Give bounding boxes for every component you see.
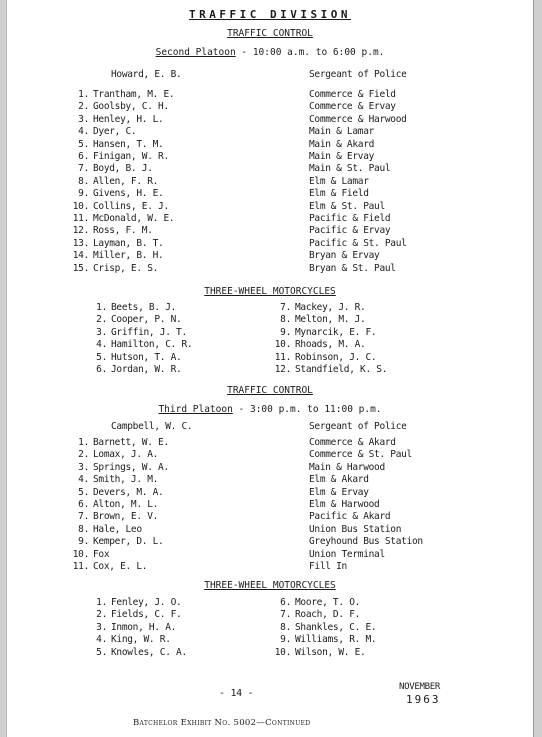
roster-number: 2. [78,101,89,113]
post-assignment [309,487,369,499]
post-location: Greyhound Bus Station [309,536,423,548]
section1-platoon-name: Second Platoon [155,47,236,58]
roster-row [69,101,169,113]
post-assignment [309,449,412,461]
officer-name: Alton, M. L. [93,499,159,510]
post-location: Commerce & Harwood [309,113,407,125]
post-assignment [309,561,347,573]
roster-row [69,524,142,536]
roster-number: 1. [78,437,89,448]
moto-number: 11. [274,351,291,363]
officer-name: Devers, M. A. [93,486,164,498]
motorcycle-officer [269,622,376,634]
moto-number: 12. [274,364,291,375]
officer-name: Henley, H. L. [93,113,164,125]
moto-officer-name: Mynarcik, E. F. [295,326,377,338]
section2-moto-heading: THREE-WHEEL MOTORCYCLES [204,580,336,591]
roster-number: 7. [78,163,89,175]
moto-number: 1. [96,597,107,608]
officer-name: Collins, E. J. [93,200,169,212]
section1-platoon-time: - 10:00 a.m. to 6:00 p.m. [235,47,385,58]
roster-number: 9. [78,188,89,200]
section2-leader-name: Campbell, W. C. [111,421,193,432]
section2-platoon [7,404,533,415]
officer-name: Lomax, J. A. [93,449,159,461]
roster-number: 8. [78,523,89,535]
motorcycle-officer [269,327,376,339]
officer-name: Smith, J. M. [93,474,159,486]
document-title: TRAFFIC DIVISION [189,8,351,21]
roster-number: 11. [72,561,89,572]
officer-name: Layman, B. T. [93,237,164,249]
post-assignment [309,250,379,262]
post-assignment [309,188,369,200]
moto-officer-name: Jordan, W. R. [111,364,182,375]
moto-number: 10. [274,339,291,351]
motorcycle-officer [269,609,360,621]
roster-number: 15. [72,262,89,274]
post-assignment [309,201,385,213]
roster-row [69,536,163,548]
roster-number: 4. [78,126,89,138]
roster-row [69,225,153,237]
officer-name: Cox, E. L. [93,561,148,572]
moto-number: 5. [96,351,107,363]
motorcycle-officer [85,352,181,364]
motorcycle-officer [85,609,181,621]
post-assignment [309,263,396,275]
officer-name: Trantham, M. E. [93,89,175,100]
roster-number: 11. [72,213,89,224]
motorcycle-officer [269,302,365,314]
moto-number: 5. [96,646,107,658]
post-assignment [309,549,385,561]
post-assignment [309,114,407,126]
moto-officer-name: Rhoads, M. A. [295,339,366,351]
roster-number: 14. [72,250,89,262]
post-location: Union Terminal [309,548,385,560]
roster-row [69,126,136,138]
moto-officer-name: Robinson, J. C. [295,351,377,363]
officer-name: Boyd, B. J. [93,163,153,175]
roster-number: 8. [78,175,89,187]
section2-heading: TRAFFIC CONTROL [227,385,313,396]
moto-number: 10. [274,646,291,658]
post-assignment [309,511,390,523]
roster-row [69,151,169,163]
post-assignment [309,139,374,151]
post-location: Main & Lamar [309,126,375,138]
motorcycle-officer [85,647,187,659]
post-location: Main & Ervay [309,151,375,162]
moto-number: 4. [96,339,107,351]
post-assignment [309,437,396,449]
post-assignment [309,126,374,138]
moto-officer-name: Standfield, K. S. [295,364,388,375]
post-assignment [309,225,390,237]
section2-platoon-name: Third Platoon [158,404,233,415]
roster-number: 12. [72,225,89,237]
post-location: Main & St. Paul [309,163,391,175]
officer-name: Finigan, W. R. [93,151,169,162]
post-assignment [309,536,423,548]
post-location: Main & Harwood [309,461,385,473]
post-assignment [309,213,390,225]
roster-number: 5. [78,486,89,498]
moto-officer-name: Shankles, C. E. [295,621,377,633]
roster-number: 13. [72,237,89,249]
moto-officer-name: Fields, C. F. [111,609,182,621]
roster-row [69,263,158,275]
section1-heading: TRAFFIC CONTROL [227,28,313,39]
roster-row [69,499,158,511]
post-location: Elm & St. Paul [309,200,385,212]
officer-name: Allen, F. R. [93,175,159,187]
roster-number: 6. [78,151,89,162]
moto-officer-name: Melton, M. J. [295,314,366,326]
post-location: Main & Akard [309,138,375,150]
roster-number: 2. [78,449,89,461]
roster-row [69,213,174,225]
officer-name: Dyer, C. [93,126,137,138]
roster-number: 9. [78,536,89,548]
exhibit-caption: Batchelor Exhibit No. 5002—Continued [133,718,311,728]
moto-number: 8. [280,314,291,326]
moto-officer-name: Fenley, J. O. [111,597,182,608]
post-location: Commerce & Akard [309,437,396,448]
roster-number: 10. [72,200,89,212]
roster-row [69,201,169,213]
section1-moto-heading: THREE-WHEEL MOTORCYCLES [204,286,336,297]
moto-officer-name: Mackey, J. R. [295,302,366,313]
officer-name: Miller, B. H. [93,250,164,262]
roster-number: 4. [78,474,89,486]
footer-month: NOVEMBER [399,682,440,692]
motorcycle-officer [85,597,181,609]
section2-leader-rank: Sergeant of Police [309,421,407,432]
roster-row [69,561,147,573]
officer-name: Brown, E. V. [93,511,159,523]
document-page [6,0,534,737]
post-assignment [309,176,369,188]
moto-officer-name: Griffin, J. T. [111,326,187,338]
post-location: Elm & Harwood [309,499,380,510]
motorcycle-officer [85,327,187,339]
post-location: Elm & Ervay [309,486,369,498]
roster-row [69,449,158,461]
motorcycle-officer [85,339,192,351]
moto-officer-name: Hamilton, C. R. [111,339,193,351]
post-assignment [309,499,379,511]
post-assignment [309,474,369,486]
motorcycle-officer [269,647,365,659]
moto-number: 3. [96,326,107,338]
page-number: - 14 - [219,688,254,699]
roster-number: 7. [78,511,89,523]
moto-number: 2. [96,609,107,621]
officer-name: Hale, Leo [93,523,142,535]
motorcycle-officer [269,314,365,326]
roster-row [69,250,163,262]
post-assignment [309,89,396,101]
moto-officer-name: King, W. R. [111,634,171,646]
moto-number: 1. [96,302,107,313]
roster-row [69,474,158,486]
roster-row [69,114,163,126]
post-location: Pacific & Field [309,213,391,224]
footer-year: 1963 [406,693,441,706]
section1-leader-rank: Sergeant of Police [309,69,407,80]
moto-number: 9. [280,634,291,646]
post-location: Bryan & St. Paul [309,262,396,274]
post-location: Elm & Field [309,188,369,200]
motorcycle-officer [85,634,171,646]
moto-number: 9. [280,326,291,338]
moto-officer-name: Knowles, C. A. [111,646,187,658]
officer-name: Kemper, D. L. [93,536,164,548]
roster-row [69,487,163,499]
post-location: Union Bus Station [309,523,402,535]
roster-row [69,437,169,449]
post-assignment [309,101,396,113]
section1-platoon [7,47,533,58]
officer-name: Springs, W. A. [93,461,169,473]
moto-officer-name: Beets, B. J. [111,302,177,313]
roster-number: 1. [78,89,89,100]
post-assignment [309,462,385,474]
motorcycle-officer [269,339,365,351]
post-location: Commerce & Ervay [309,101,396,113]
post-location: Elm & Akard [309,474,369,486]
post-location: Fill In [309,561,347,572]
post-location: Pacific & Ervay [309,225,391,237]
post-location: Commerce & St. Paul [309,449,412,461]
section1-leader-name: Howard, E. B. [111,69,182,80]
motorcycle-officer [269,352,376,364]
roster-row [69,238,163,250]
roster-row [69,462,169,474]
motorcycle-officer [269,364,387,376]
officer-name: Goolsby, C. H. [93,101,169,113]
moto-number: 8. [280,621,291,633]
post-assignment [309,151,374,163]
motorcycle-officer [85,622,176,634]
post-location: Bryan & Ervay [309,250,380,262]
moto-officer-name: Hutson, T. A. [111,351,182,363]
moto-number: 6. [280,597,291,608]
roster-row [69,511,158,523]
post-assignment [309,163,390,175]
section2-platoon-time: - 3:00 p.m. to 11:00 p.m. [232,404,382,415]
moto-officer-name: Moore, T. O. [295,597,361,608]
moto-officer-name: Williams, R. M. [295,634,377,646]
officer-name: Crisp, E. S. [93,262,159,274]
roster-row [69,139,163,151]
motorcycle-officer [269,597,360,609]
motorcycle-officer [269,634,376,646]
post-location: Elm & Lamar [309,175,369,187]
post-location: Pacific & Akard [309,511,391,523]
post-location: Commerce & Field [309,89,396,100]
roster-row [69,549,109,561]
officer-name: Barnett, W. E. [93,437,169,448]
officer-name: Hansen, T. M. [93,138,164,150]
moto-number: 3. [96,621,107,633]
roster-row [69,163,153,175]
officer-name: Givens, H. E. [93,188,164,200]
roster-number: 3. [78,113,89,125]
motorcycle-officer [85,364,181,376]
moto-officer-name: Wilson, W. E. [295,646,366,658]
moto-number: 7. [280,609,291,621]
roster-row [69,188,163,200]
roster-number: 3. [78,461,89,473]
officer-name: McDonald, W. E. [93,213,175,224]
moto-number: 2. [96,314,107,326]
officer-name: Fox [93,548,110,560]
moto-number: 7. [280,302,291,313]
moto-officer-name: Cooper, P. N. [111,314,182,326]
moto-officer-name: Roach, D. F. [295,609,361,621]
moto-officer-name: Inmon, H. A. [111,621,177,633]
motorcycle-officer [85,302,176,314]
moto-number: 4. [96,634,107,646]
roster-number: 6. [78,499,89,510]
officer-name: Ross, F. M. [93,225,153,237]
post-assignment [309,524,401,536]
roster-number: 10. [72,548,89,560]
roster-number: 5. [78,138,89,150]
roster-row [69,176,158,188]
moto-number: 6. [96,364,107,375]
post-assignment [309,238,407,250]
post-location: Pacific & St. Paul [309,237,407,249]
motorcycle-officer [85,314,181,326]
roster-row [69,89,174,101]
